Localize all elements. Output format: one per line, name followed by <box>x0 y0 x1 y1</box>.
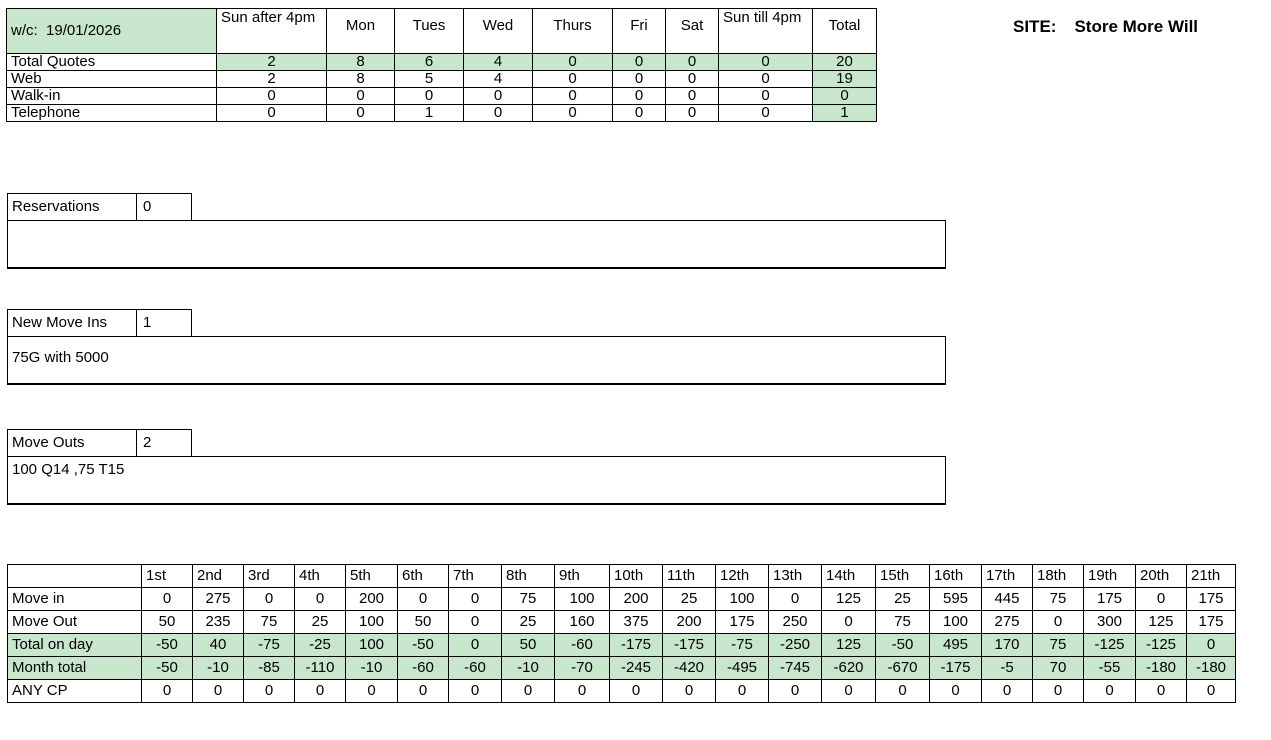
monthly-cell[interactable]: 0 <box>930 680 982 703</box>
monthly-cell[interactable]: -745 <box>769 657 822 680</box>
monthly-cell[interactable]: 0 <box>822 680 876 703</box>
monthly-cell[interactable]: 100 <box>555 588 610 611</box>
quote-cell[interactable]: 1 <box>395 105 464 122</box>
day-header: 13th <box>769 565 822 588</box>
day-header: 1st <box>142 565 193 588</box>
quote-total-cell[interactable]: 0 <box>813 88 877 105</box>
quotes-header-row <box>7 9 877 54</box>
monthly-cell[interactable]: -175 <box>610 634 663 657</box>
monthly-cell[interactable]: 50 <box>502 634 555 657</box>
monthly-cell[interactable]: 0 <box>295 588 346 611</box>
quote-cell[interactable]: 0 <box>666 71 719 88</box>
quote-cell[interactable]: 4 <box>464 71 533 88</box>
quote-total-cell[interactable]: 19 <box>813 71 877 88</box>
day-header: 19th <box>1084 565 1136 588</box>
quote-cell[interactable]: 0 <box>719 71 813 88</box>
monthly-cell[interactable]: 0 <box>1187 680 1236 703</box>
monthly-cell[interactable]: -50 <box>398 634 449 657</box>
monthly-cell[interactable]: 275 <box>982 611 1033 634</box>
monthly-cell[interactable]: 40 <box>193 634 244 657</box>
monthly-cell[interactable]: -55 <box>1084 657 1136 680</box>
quote-total-cell[interactable]: 1 <box>813 105 877 122</box>
monthly-cell[interactable]: 0 <box>346 680 398 703</box>
monthly-cell[interactable]: 125 <box>822 634 876 657</box>
row-label: Telephone <box>7 105 217 122</box>
monthly-cell[interactable]: 25 <box>876 588 930 611</box>
monthly-cell[interactable]: 0 <box>663 680 716 703</box>
monthly-row-label: Month total <box>8 657 142 680</box>
move-outs-notes[interactable]: 100 Q14 ,75 T15 <box>7 456 946 505</box>
col-header: Fri <box>613 9 666 54</box>
monthly-cell[interactable]: -75 <box>244 634 295 657</box>
day-header: 2nd <box>193 565 244 588</box>
day-header: 10th <box>610 565 663 588</box>
monthly-row <box>8 611 1236 634</box>
quote-cell[interactable]: 2 <box>217 71 327 88</box>
monthly-cell[interactable]: 70 <box>1033 657 1084 680</box>
monthly-cell[interactable]: 100 <box>346 634 398 657</box>
monthly-cell[interactable]: -10 <box>502 657 555 680</box>
quote-cell[interactable]: 0 <box>613 105 666 122</box>
monthly-cell[interactable]: -60 <box>398 657 449 680</box>
monthly-cell[interactable]: -10 <box>193 657 244 680</box>
quote-cell[interactable]: 0 <box>395 88 464 105</box>
day-header: 15th <box>876 565 930 588</box>
move-outs-label: Move Outs <box>8 430 137 456</box>
monthly-cell[interactable]: -245 <box>610 657 663 680</box>
monthly-cell[interactable]: 275 <box>193 588 244 611</box>
monthly-cell[interactable]: 0 <box>1084 680 1136 703</box>
monthly-cell[interactable]: 0 <box>244 680 295 703</box>
monthly-cell[interactable]: -125 <box>1136 634 1187 657</box>
monthly-cell[interactable]: 375 <box>610 611 663 634</box>
monthly-cell[interactable]: 25 <box>502 611 555 634</box>
move-ins-notes[interactable]: 75G with 5000 <box>7 336 946 385</box>
monthly-cell[interactable]: 495 <box>930 634 982 657</box>
monthly-cell[interactable]: 0 <box>555 680 610 703</box>
monthly-cell[interactable]: 0 <box>769 680 822 703</box>
monthly-cell[interactable]: -25 <box>295 634 346 657</box>
move-outs-header <box>7 429 192 457</box>
monthly-cell[interactable]: 100 <box>716 588 769 611</box>
monthly-cell[interactable]: 0 <box>398 680 449 703</box>
quote-cell[interactable]: 0 <box>464 88 533 105</box>
monthly-row <box>8 657 1236 680</box>
monthly-cell[interactable]: 0 <box>1033 611 1084 634</box>
col-header: Total <box>813 9 877 54</box>
week-commencing-cell[interactable] <box>7 9 217 54</box>
monthly-cell[interactable]: 75 <box>1033 588 1084 611</box>
quote-cell[interactable]: 6 <box>395 54 464 71</box>
monthly-cell[interactable]: 75 <box>502 588 555 611</box>
monthly-cell[interactable]: 0 <box>1136 588 1187 611</box>
monthly-cell[interactable]: 0 <box>142 680 193 703</box>
day-header: 8th <box>502 565 555 588</box>
quotes-row-web <box>7 71 877 88</box>
monthly-cell[interactable]: 50 <box>398 611 449 634</box>
monthly-cell[interactable]: 75 <box>876 611 930 634</box>
quotes-row-telephone <box>7 105 877 122</box>
move-ins-count[interactable]: 1 <box>143 314 152 331</box>
monthly-cell[interactable]: -180 <box>1187 657 1236 680</box>
monthly-cell[interactable]: 125 <box>1136 611 1187 634</box>
monthly-cell[interactable]: -70 <box>555 657 610 680</box>
day-header: 3rd <box>244 565 295 588</box>
monthly-cell[interactable]: 0 <box>982 680 1033 703</box>
monthly-cell[interactable]: 0 <box>449 634 502 657</box>
row-label: Web <box>7 71 217 88</box>
wc-date: 19/01/2026 <box>46 22 122 39</box>
monthly-table <box>7 564 1236 703</box>
day-header: 21th <box>1187 565 1236 588</box>
day-header: 9th <box>555 565 610 588</box>
monthly-cell[interactable]: 0 <box>610 680 663 703</box>
quote-cell[interactable]: 0 <box>217 105 327 122</box>
monthly-cell[interactable]: -60 <box>555 634 610 657</box>
quote-cell[interactable]: 0 <box>666 88 719 105</box>
quotes-row-walkin <box>7 88 877 105</box>
day-header: 6th <box>398 565 449 588</box>
quote-cell[interactable]: 0 <box>613 71 666 88</box>
day-header: 4th <box>295 565 346 588</box>
move-ins-label: New Move Ins <box>8 310 137 336</box>
monthly-cell[interactable]: 75 <box>244 611 295 634</box>
monthly-row <box>8 588 1236 611</box>
reservations-notes[interactable] <box>7 220 946 269</box>
monthly-cell[interactable]: 0 <box>193 680 244 703</box>
monthly-cell[interactable]: -50 <box>876 634 930 657</box>
quote-cell[interactable]: 8 <box>327 54 395 71</box>
col-header: Tues <box>395 9 464 54</box>
monthly-cell[interactable]: -175 <box>663 634 716 657</box>
quote-cell[interactable]: 0 <box>719 105 813 122</box>
quote-cell[interactable]: 0 <box>327 88 395 105</box>
monthly-cell[interactable]: 250 <box>769 611 822 634</box>
monthly-cell[interactable]: -50 <box>142 657 193 680</box>
monthly-cell[interactable]: 0 <box>449 680 502 703</box>
monthly-cell[interactable]: 300 <box>1084 611 1136 634</box>
quote-cell[interactable]: 0 <box>533 105 613 122</box>
quote-cell[interactable]: 0 <box>464 105 533 122</box>
monthly-cell[interactable]: -180 <box>1136 657 1187 680</box>
monthly-cell[interactable]: 0 <box>142 588 193 611</box>
monthly-cell[interactable]: -250 <box>769 634 822 657</box>
day-header: 18th <box>1033 565 1084 588</box>
row-label: Total Quotes <box>7 54 217 71</box>
monthly-cell[interactable]: -5 <box>982 657 1033 680</box>
quotes-table <box>6 8 877 122</box>
monthly-cell[interactable]: -60 <box>449 657 502 680</box>
monthly-cell[interactable]: 200 <box>610 588 663 611</box>
quote-cell[interactable]: 0 <box>613 54 666 71</box>
monthly-cell[interactable]: -50 <box>142 634 193 657</box>
site-title <box>1013 17 1198 37</box>
monthly-cell[interactable]: 25 <box>295 611 346 634</box>
move-ins-header <box>7 309 192 337</box>
monthly-cell[interactable]: 0 <box>1033 680 1084 703</box>
quote-cell[interactable]: 0 <box>666 54 719 71</box>
monthly-cell[interactable]: 0 <box>876 680 930 703</box>
quotes-row-total <box>7 54 877 71</box>
col-header: Wed <box>464 9 533 54</box>
reservations-label: Reservations <box>8 194 137 220</box>
monthly-row <box>8 634 1236 657</box>
monthly-cell[interactable]: 170 <box>982 634 1033 657</box>
monthly-cell[interactable]: 0 <box>398 588 449 611</box>
monthly-cell[interactable]: 25 <box>663 588 716 611</box>
monthly-row <box>8 680 1236 703</box>
day-header: 11th <box>663 565 716 588</box>
monthly-cell[interactable]: 0 <box>502 680 555 703</box>
quote-cell[interactable]: 0 <box>533 54 613 71</box>
monthly-cell[interactable]: -670 <box>876 657 930 680</box>
quote-cell[interactable]: 4 <box>464 54 533 71</box>
col-header: Thurs <box>533 9 613 54</box>
monthly-row-label: Move in <box>8 588 142 611</box>
monthly-cell[interactable]: 200 <box>663 611 716 634</box>
monthly-cell[interactable]: 200 <box>346 588 398 611</box>
monthly-header-row <box>8 565 1236 588</box>
monthly-cell[interactable]: 0 <box>822 611 876 634</box>
site-name: Store More Will <box>1074 17 1199 36</box>
monthly-cell[interactable]: -10 <box>346 657 398 680</box>
quote-cell[interactable]: 0 <box>533 88 613 105</box>
monthly-cell[interactable]: 0 <box>1187 634 1236 657</box>
day-header: 14th <box>822 565 876 588</box>
monthly-cell[interactable]: 175 <box>1187 611 1236 634</box>
day-header: 16th <box>930 565 982 588</box>
quote-cell[interactable]: 5 <box>395 71 464 88</box>
quote-cell[interactable]: 0 <box>217 88 327 105</box>
monthly-cell[interactable]: 50 <box>142 611 193 634</box>
quote-cell[interactable]: 2 <box>217 54 327 71</box>
monthly-cell[interactable]: 0 <box>769 588 822 611</box>
col-header: Sun after 4pm <box>217 9 327 54</box>
monthly-cell[interactable]: 0 <box>716 680 769 703</box>
monthly-cell[interactable]: -495 <box>716 657 769 680</box>
monthly-row-label: Total on day <box>8 634 142 657</box>
monthly-corner-cell <box>8 565 142 588</box>
quote-cell[interactable]: 0 <box>533 71 613 88</box>
monthly-cell[interactable]: 160 <box>555 611 610 634</box>
quote-cell[interactable]: 0 <box>613 88 666 105</box>
monthly-cell[interactable]: 595 <box>930 588 982 611</box>
day-header: 20th <box>1136 565 1187 588</box>
monthly-cell[interactable]: 0 <box>1136 680 1187 703</box>
monthly-cell[interactable]: 0 <box>244 588 295 611</box>
day-header: 7th <box>449 565 502 588</box>
quote-cell[interactable]: 8 <box>327 71 395 88</box>
monthly-cell[interactable]: -175 <box>930 657 982 680</box>
monthly-cell[interactable]: -125 <box>1084 634 1136 657</box>
monthly-cell[interactable]: -75 <box>716 634 769 657</box>
reservations-count[interactable]: 0 <box>143 198 152 215</box>
quote-cell[interactable]: 0 <box>327 105 395 122</box>
day-header: 12th <box>716 565 769 588</box>
row-label: Walk-in <box>7 88 217 105</box>
monthly-cell[interactable]: 235 <box>193 611 244 634</box>
monthly-row-label: Move Out <box>8 611 142 634</box>
monthly-row-label: ANY CP <box>8 680 142 703</box>
monthly-cell[interactable]: -85 <box>244 657 295 680</box>
quote-cell[interactable]: 0 <box>719 54 813 71</box>
monthly-cell[interactable]: 75 <box>1033 634 1084 657</box>
monthly-cell[interactable]: -420 <box>663 657 716 680</box>
day-header: 17th <box>982 565 1033 588</box>
monthly-cell[interactable]: 0 <box>295 680 346 703</box>
monthly-cell[interactable]: 125 <box>822 588 876 611</box>
monthly-cell[interactable]: -110 <box>295 657 346 680</box>
quote-cell[interactable]: 0 <box>719 88 813 105</box>
monthly-cell[interactable]: 175 <box>716 611 769 634</box>
quote-total-cell[interactable]: 20 <box>813 54 877 71</box>
monthly-cell[interactable]: 100 <box>930 611 982 634</box>
monthly-cell[interactable]: 0 <box>449 611 502 634</box>
monthly-cell[interactable]: 100 <box>346 611 398 634</box>
monthly-cell[interactable]: 0 <box>449 588 502 611</box>
day-header: 5th <box>346 565 398 588</box>
quote-cell[interactable]: 0 <box>666 105 719 122</box>
col-header: Mon <box>327 9 395 54</box>
monthly-cell[interactable]: 445 <box>982 588 1033 611</box>
col-header: Sat <box>666 9 719 54</box>
site-label: SITE: <box>1013 17 1057 36</box>
monthly-cell[interactable]: 175 <box>1084 588 1136 611</box>
monthly-cell[interactable]: -620 <box>822 657 876 680</box>
wc-label: w/c: <box>11 22 38 39</box>
col-header: Sun till 4pm <box>719 9 813 54</box>
reservations-header <box>7 193 192 221</box>
move-outs-count[interactable]: 2 <box>143 434 152 451</box>
monthly-cell[interactable]: 175 <box>1187 588 1236 611</box>
